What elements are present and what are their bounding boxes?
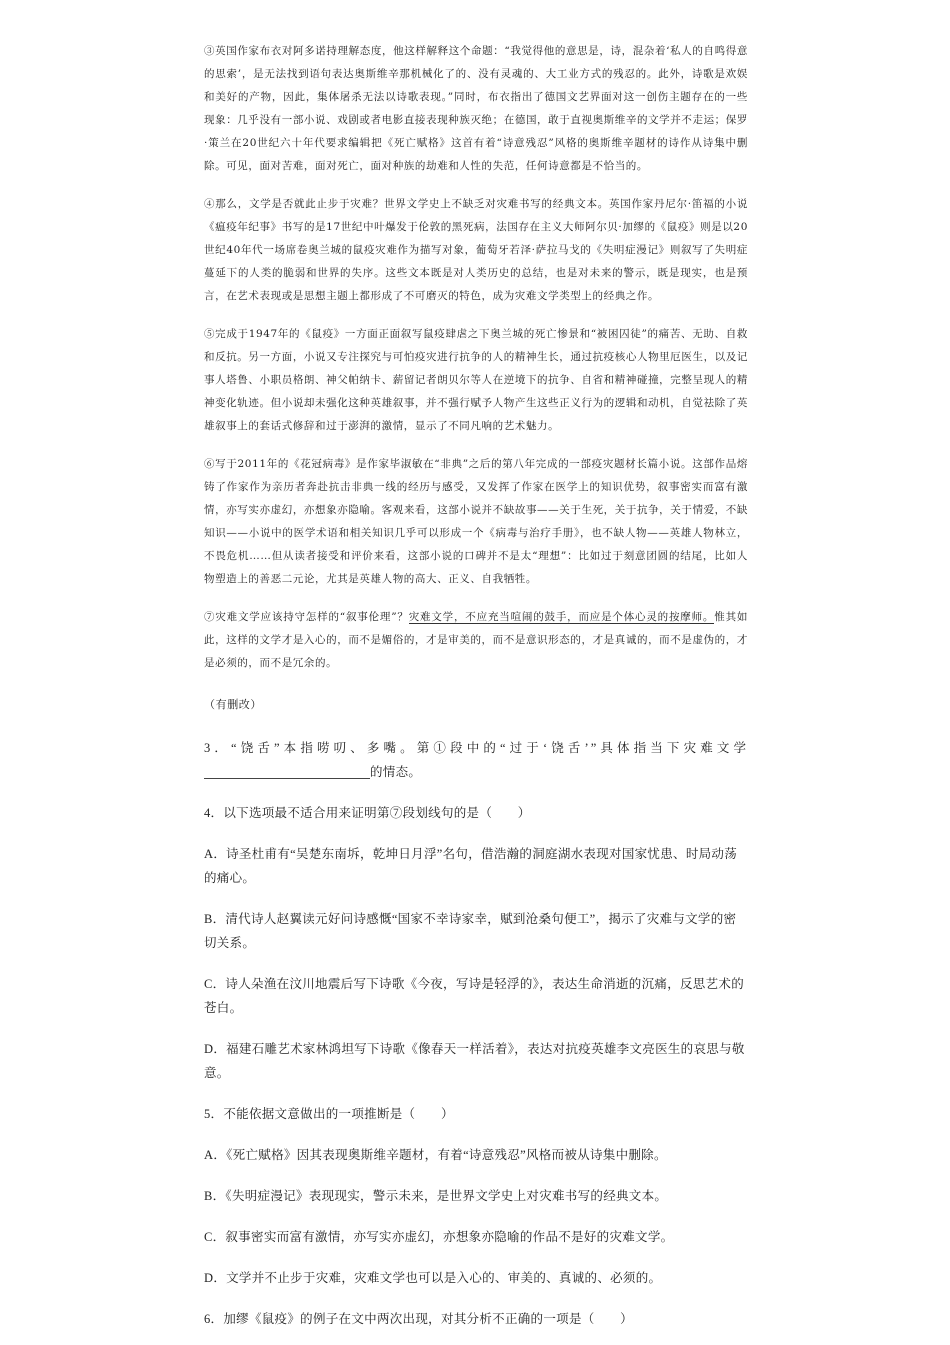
paragraph-5: ⑤完成于1947年的《鼠疫》一方面正面叙写鼠疫肆虐之下奥兰城的死亡惨景和“被困囚徒”的痛苦、无助、自救和反抗。另一方面，小说又专注探究与可怕疫灾进行抗争的人的精神生长，通过抗疫核心人物里厄医生，以及记事人塔鲁、小职员格朗、神父帕纳卡、薪留记者朗贝尔等人在逆境下的抗争、自省和精神碰撞，完整呈现人的精神变化轨迹。但小说却未强化这种英雄叙事，并不强行赋予人物产生这些正义行为的逻辑和动机，自觉祛除了英雄叙事上的套话式修辞和过于澎湃的激情，显示了不同凡响的艺术魅力。	[204, 328, 748, 432]
question-4-stem: 4．以下选项最不适合用来证明第⑦段划线句的是（ ）	[204, 806, 531, 820]
question-4-option-c[interactable]: C．诗人朵渔在汶川地震后写下诗歌《今夜，写诗是轻浮的》，表达生命消逝的沉痛，反思艺术的苍白。	[204, 977, 744, 1015]
question-4-option-a[interactable]: A．诗圣杜甫有“吴楚东南坼，乾坤日月浮”名句，借浩瀚的洞庭湖水表现对国家忧患、时局动荡的痛心。	[204, 847, 738, 885]
question-5-option-a[interactable]: A．《死亡赋格》因其表现奥斯维辛题材，有着“诗意残忍”风格而被从诗集中删除。	[204, 1148, 667, 1162]
paragraph-7-rest: 惟其如此，这样的文学才是入心的，而不是媚俗的，才是审美的，而不是意识形态的，才是真诚的，而不是虚伪的，才是必须的，而不是冗余的。	[204, 611, 748, 669]
question-5-option-c[interactable]: C．叙事密实而富有激情，亦写实亦虚幻，亦想象亦隐喻的作品不是好的灾难文学。	[204, 1230, 674, 1244]
underlined-sentence: 灾难文学，不应充当喧闹的鼓手，而应是个体心灵的按摩师。	[408, 611, 715, 623]
document-page	[204, 40, 748, 1331]
question-6-stem: 6．加缪《鼠疫》的例子在文中两次出现，对其分析不正确的一项是（ ）	[204, 1312, 633, 1326]
question-4-option-b[interactable]: B．清代诗人赵翼读元好问诗感慨“国家不幸诗家幸，赋到沧桑句便工”，揭示了灾难与文学的密切关系。	[204, 912, 737, 950]
paragraph-6: ⑥写于2011年的《花冠病毒》是作家毕淑敏在“非典”之后的第八年完成的一部疫灾题材长篇小说。这部作品熔铸了作家作为亲历者奔赴抗击非典一线的经历与感受，又发挥了作家在医学上的知识优势，叙事密实而富有激情，亦写实亦虚幻，亦想象亦隐喻。客观来看，这部小说并不缺故事——关于生死，关于抗争，关于情爱，不缺知识——小说中的医学术语和相关知识几乎可以形成一个《病毒与治疗手册》，也不缺人物——英雄人物林立，不畏危机……但从读者接受和评价来看，这部小说的口碑并不是太“理想”：比如过于刻意团圆的结尾，比如人物塑造上的善恶二元论，尤其是英雄人物的高大、正义、自我牺牲。	[204, 458, 748, 585]
question-3	[204, 736, 748, 784]
paragraph-3: ③英国作家布衣对阿多诺持理解态度，他这样解释这个命题：“我觉得他的意思是，诗，混杂着‘私人的自鸣得意的思索’，是无法找到语句表达奥斯维辛那机械化了的、没有灵魂的、大工业方式的残忍的。此外，诗歌是欢娱和美好的产物，因此，集体屠杀无法以诗歌表现。”同时，布衣指出了德国文艺界面对这一创伤主题存在的一些现象：几乎没有一部小说、戏剧或者电影直接表现种族灭绝；在德国，敢于直视奥斯维辛的文学并不走运；保罗·策兰在20世纪六十年代要求编辑把《死亡赋格》这首有着“诗意残忍”风格的奥斯维辛题材的诗作从诗集中删除。可见，面对苦难，面对死亡，面对种族的劫难和人性的失范，任何诗意都是不恰当的。	[204, 45, 748, 172]
question-5-option-d[interactable]: D．文学并不止步于灾难，灾难文学也可以是入心的、审美的、真诚的、必须的。	[204, 1271, 662, 1285]
answer-blank[interactable]	[204, 764, 370, 779]
question-3-suffix: 的情态。	[370, 765, 422, 779]
question-5-option-b[interactable]: B．《失明症漫记》表现现实，警示未来，是世界文学史上对灾难书写的经典文本。	[204, 1189, 668, 1203]
paragraph-7-lead: ⑦灾难文学应该持守怎样的“叙事伦理”？	[204, 611, 409, 623]
question-4-option-d[interactable]: D．福建石雕艺术家林鸿坦写下诗歌《像春天一样活着》，表达对抗疫英雄李文亮医生的哀思与敬意。	[204, 1042, 745, 1080]
paragraph-4: ④那么，文学是否就此止步于灾难？世界文学史上不缺乏对灾难书写的经典文本。英国作家丹尼尔·笛福的小说《瘟疫年纪事》书写的是17世纪中叶爆发于伦敦的黑死病，法国存在主义大师阿尔贝·加缪的《鼠疫》则是以20世纪40年代一场席卷奥兰城的鼠疫灾难作为描写对象，葡萄牙若泽·萨拉马戈的《失明症漫记》则叙写了失明症蔓延下的人类的脆弱和世界的失序。这些文本既是对人类历史的总结，也是对未来的警示，既是现实，也是预言，在艺术表现或是思想主题上都形成了不可磨灭的特色，成为灾难文学类型上的经典之作。	[204, 198, 748, 302]
paragraph-7	[204, 606, 748, 675]
question-5-stem: 5．不能依据文意做出的一项推断是（ ）	[204, 1107, 454, 1121]
question-3-stem: 3．“饶舌”本指唠叨、多嘴。第①段中的“过于‘饶舌’”具体指当下灾难文学	[204, 741, 748, 755]
source-note: （有删改）	[204, 698, 262, 711]
question-3-answer-line	[204, 760, 748, 784]
